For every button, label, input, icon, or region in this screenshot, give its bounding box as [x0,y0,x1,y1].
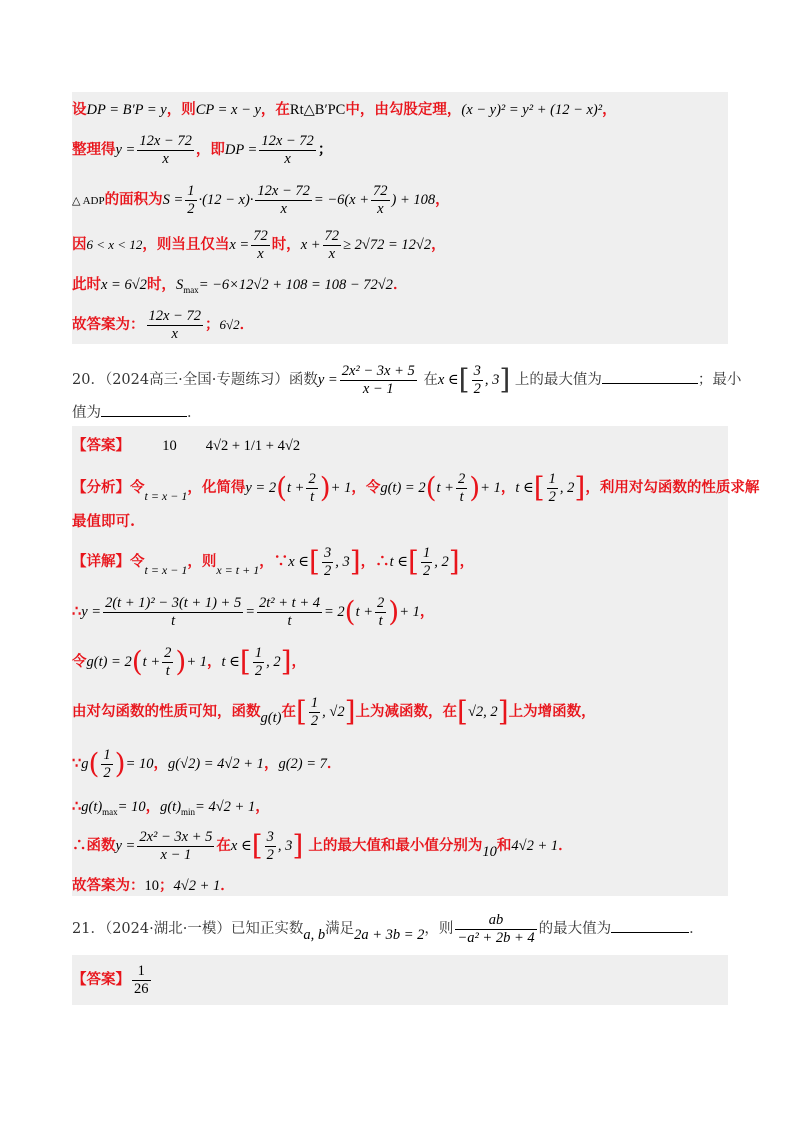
q20-stem-line-1: 20．（2024高三·全国·专题练习）函数y = $\frac{\text{2x² − 3x + 5}}{x - 1}$ 在x ∈[ $\frac{3}{2}$ , 3] 上的最大值为 ；最小 [72,362,742,397]
q20-detail-line-3: 令g(t) = 2(t + $\frac{2}{t}$ )+ 1，t ∈[ $\frac{1}{2}$ , 2]， [72,644,306,679]
q20-detail-line-6: $\therefore g(t)_{max}= 10$，$g(t)_{min}= 4√2 + 1$， [72,798,270,817]
q20-stem-line-2: 值为 ． [72,405,202,421]
q20-detail-line-4: 由对勾函数的性质可知，函数g(t)在[ $\frac{1}{2}$ , √2]上为减函数，在[√2, 2]上为增函数， [72,694,596,729]
q21-answer: 【答案】 $\frac{1}{26}$ [72,962,149,997]
prev-line-5: 此时x = 6√2时，$S_{max}= -6\times 12√2 + 108 = 108 - 72√2$． [72,276,408,295]
prev-line-6: 故答案为： $\frac{12x - 72}{x}$ ；6√2． [72,307,255,342]
q20-answer: 【答案】 10 4√2 + 1/1 + 4√2 [72,437,301,454]
prev-line-2: 整理得y = $\frac{12x - 72}{x}$ ，即DP = $\frac{12x - 72}{x}$ ； [72,132,333,167]
prev-line-1: 设DP = B′P = y，则CP = x − y，在Rt△B′PC中，由勾股定理，(x − y)² = y² + (12 − x)²， [72,101,617,118]
q20-detail-line-5: ∵g( $\frac{1}{2}$ )= 10，g(√2) = 4√2 + 1，g(2) = 7． [72,746,342,781]
answer-blank [101,416,187,417]
answer-blank [611,932,689,933]
q21-stem: 21．（2024·湖北·一模）已知正实数a, b满足2a + 3b = 2，则 $\frac{ab}{\text{−a² + 2b + 4}}$ 的最大值为 ． [72,911,704,946]
q20-detail-line-1: 【详解】令$_{t = x - 1}$，则$_{x = t + 1}$，∵x ∈[ $\frac{3}{2}$ , 3]，∴t ∈[ $\frac{1}{2}$ , 2]， [72,544,475,579]
q20-analysis-line-1: 【分析】令$_{t = x - 1}$，化简得y = 2(t + $\frac{2}{t}$ )+ 1，令g(t) = 2(t + $\frac{2}{t}$ )+ 1，t ∈[ $\frac{1}{2}$ , 2]，利用对勾函数的性质求解 [72,470,760,505]
prev-line-3: △ ADP的面积为S = $\frac{1}{2}$ ·(12 − x)· $\frac{12x - 72}{x}$ = −6(x + $\frac{72}{x}$ ) + 108， [72,182,450,217]
q20-detail-line-7: ∴函数y = $\frac{\text{2x² − 3x + 5}}{x - 1}$ 在x ∈[ $\frac{3}{2}$ , 3] 上的最大值和最小值分别为10和4√2 + 1． [72,828,573,863]
q20-analysis-line-2: 最值即可. [72,513,136,530]
fraction: $\frac{12x - 72}{x}$ [261,132,314,167]
q20-detail-line-2: ∴y = $\frac{\text{2(t + 1)² − 3(t + 1) + 5}}{t}$ = $\frac{\text{2t² + t + 4}}{t}$ = 2(t + $\frac{2}{t}$ )+ 1， [72,594,435,629]
solution-band-q21 [72,955,728,1005]
answer-blank [602,383,698,384]
prev-line-4: 因6 < x < 12，则当且仅当x = $\frac{72}{x}$ 时，x + $\frac{72}{x}$ ≥ 2√72 = 12√2， [72,227,446,262]
q20-final-answer: 故答案为：10；4√2 + 1． [72,877,235,894]
fraction: $\frac{12x - 72}{x}$ [139,132,192,167]
